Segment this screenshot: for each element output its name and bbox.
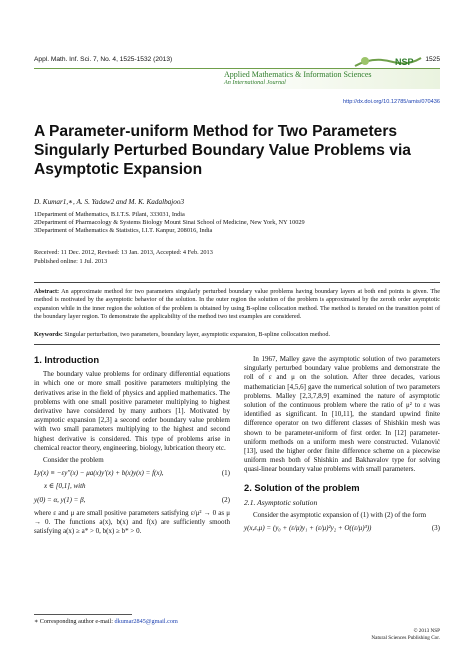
subsection-heading-asymptotic: 2.1. Asymptotic solution	[244, 497, 318, 507]
page-number: 1525	[425, 56, 440, 63]
equation-3	[244, 524, 440, 533]
copyright	[371, 628, 440, 641]
abstract-text: An approximate method for two parameters singularly perturbed boundary value problems having boundary layers at both end points is given. The method is motivated by the asymptotic behavior of the solution. In the outer region the solution of the problem is approximated by the zeroth order asymptotic expansion while in the inner region the solution of the problem is obtained by using B-spline collocation method. The method is iterated on the transition point of the boundary layer region. To demonstrate the applicability of the method two test examples are considered.	[34, 287, 440, 320]
keywords	[34, 331, 440, 338]
equation-1-body: Ly(x) ≡ −εy″(x) − μa(x)y′(x) + b(x)y(x) = f(x),	[34, 469, 164, 478]
right-paragraph-2: Consider the asymptotic expansion of (1) with (2) of the form	[253, 511, 427, 520]
equation-3-body: y(x,ε,μ) = (y₀ + (ε/μ)y₁ + (ε/μ)²y₂ + O((ε/μ)³))	[244, 524, 372, 533]
logo-text: NSP	[395, 57, 414, 67]
equation-3-number: (3)	[431, 524, 440, 533]
equation-2-body: y(0) = α, y(1) = β,	[34, 495, 86, 504]
intro-paragraph-2: Consider the problem	[43, 456, 104, 465]
keywords-label: Keywords:	[34, 331, 63, 339]
affiliation-1: 1Department of Mathematics, B.I.T.S. Pilani, 333031, India	[34, 211, 185, 218]
left-column	[34, 355, 230, 539]
affiliation-3: 3Department of Mathematics & Statistics, I.I.T. Kanpur, 208016, India	[34, 227, 213, 234]
journal-subtitle: An International Journal	[224, 79, 286, 86]
section-heading-introduction: 1. Introduction	[34, 354, 100, 365]
keywords-text: Singular perturbation, two parameters, boundary layer, asymptotic expansion, B-spline collocation method.	[64, 331, 330, 339]
abstract-top-rule	[34, 282, 440, 283]
copyright-line-1: © 2013 NSP	[413, 628, 440, 634]
equation-1	[34, 469, 230, 478]
footnote-rule	[34, 614, 132, 615]
footnote	[34, 618, 178, 625]
authors: D. Kumar1,∗, A. S. Yadaw2 and M. K. Kadalbajoo3	[34, 198, 185, 206]
published-date: Published online: 1 Jul. 2013	[34, 258, 108, 265]
equation-2-number: (2)	[221, 495, 230, 504]
equation-2	[34, 496, 230, 505]
paper-title: A Parameter-uniform Method for Two Parameters Singularly Perturbed Boundary Value Problems via Asymptotic Expansion	[34, 123, 411, 178]
abstract-section	[34, 282, 440, 345]
abstract-label: Abstract:	[34, 287, 60, 295]
intro-paragraph-3: where ε and μ are small positive parameters satisfying ε/μ² → 0 as μ → 0. The functions a(x), b(x) and f(x) are sufficiently smooth satisfying a(x) ≥ a* > 0, b(x) ≥ b* > 0.	[34, 508, 230, 536]
footnote-label: ∗ Corresponding author e-mail:	[34, 618, 113, 625]
nsp-logo-icon	[353, 54, 423, 68]
equation-1-domain: x ∈ [0,1], with	[44, 482, 86, 491]
doi-link[interactable]: http://dx.doi.org/10.12785/amis/070436	[342, 99, 440, 105]
received-dates: Received: 11 Dec. 2012, Revised: 13 Jan. 2013, Accepted: 4 Feb. 2013	[34, 249, 213, 256]
abstract	[34, 288, 440, 322]
affiliation-2: 2Department of Pharmacology & Systems Biology Mount Sinai School of Medicine, New York, NY 10029	[34, 219, 305, 226]
abstract-bottom-rule	[34, 344, 440, 345]
intro-paragraph-1: The boundary value problems for ordinary differential equations in which one or more small positive parameters multiplying the derivatives arise in the field of physics and applied mathematics. The problems with one small positive parameter multiplying to highest derivative have considered by many authors [1]. Motivated by asymptotic expansion [2,3] a second order boundary value problem with two small parameters multiplying to the highest and second highest derivative is considered. This type of problems arise in chemical reactor theory, engineering, biology, lubrication theory etc.	[34, 370, 230, 452]
header-rule	[34, 68, 440, 69]
section-heading-solution: 2. Solution of the problem	[244, 481, 360, 493]
right-column	[244, 355, 440, 537]
corresponding-email-link[interactable]: dkumar2845@gmail.com	[114, 618, 178, 625]
right-paragraph-1: In 1967, Malley gave the asymptotic solution of two parameters singularly perturbed boundary value problems and demonstrate the roll of ε and μ on the solution. After three decades, various mathematician [4,5,6] gave the numerical solution of two parameters problems. Malley [2,3,7,8,9] examined the nature of asymptotic solution of the continuous problem where the ratio of μ² to ε was identified as significant. In [10,11], the standard upwind finite difference operator on two different classes of Shishkin mesh was shown to be parameter-uniform of first order. In [12] parameter-uniform methods on a uniform mesh were constructed. Vulanović [13], used the higher order finite difference scheme on a piecewise uniform mesh both of Shishkin and Bakhavalov type for solving quasi-linear boundary value problems with small parameters.	[244, 355, 440, 474]
equation-1-number: (1)	[221, 469, 230, 478]
dates	[34, 248, 213, 266]
journal-reference: Appl. Math. Inf. Sci. 7, No. 4, 1525-1532 (2013)	[34, 56, 173, 63]
journal-name: Applied Mathematics & Information Sciences	[224, 70, 372, 79]
copyright-line-2: Natural Sciences Publishing Cor.	[371, 634, 440, 641]
